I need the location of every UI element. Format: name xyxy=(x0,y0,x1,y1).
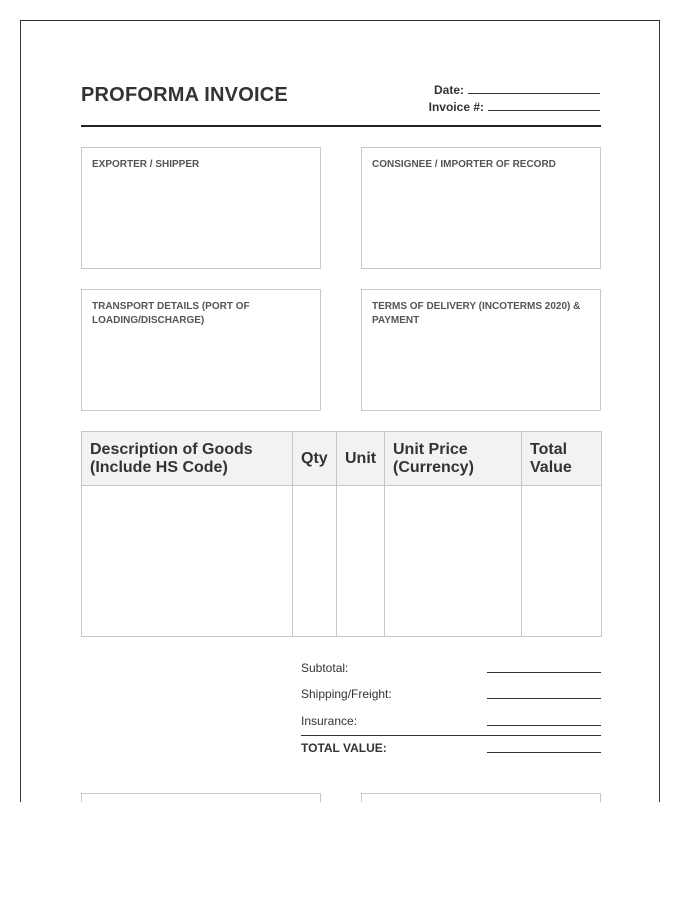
total-value-label: TOTAL VALUE: xyxy=(301,741,387,755)
date-field xyxy=(360,82,600,97)
table-row xyxy=(82,486,602,637)
subtotal-blank-line[interactable] xyxy=(487,672,601,673)
qty-header: Qty xyxy=(293,432,337,486)
transport-label: TRANSPORT DETAILS (PORT OF LOADING/DISCHARGE) xyxy=(92,301,250,326)
invoice-number-label: Invoice #: xyxy=(428,100,484,114)
qty-cell[interactable] xyxy=(293,486,337,637)
consignee-label: CONSIGNEE / IMPORTER OF RECORD xyxy=(372,159,556,170)
document-title: PROFORMA INVOICE xyxy=(81,84,288,106)
transport-box[interactable] xyxy=(81,289,321,411)
shipping-label: Shipping/Freight: xyxy=(301,687,392,701)
terms-box[interactable] xyxy=(361,289,601,411)
exporter-label: EXPORTER / SHIPPER xyxy=(92,159,200,170)
date-blank-line[interactable] xyxy=(468,82,600,94)
insurance-label: Insurance: xyxy=(301,714,358,728)
date-label: Date: xyxy=(433,83,464,97)
goods-table-header-row xyxy=(82,432,602,486)
invoice-page xyxy=(20,20,660,802)
header-divider xyxy=(81,125,601,127)
invoice-number-blank-line[interactable] xyxy=(488,99,600,111)
total-value-header: Total Value xyxy=(522,432,602,486)
unit-price-header: Unit Price (Currency) xyxy=(385,432,522,486)
signature-box-right[interactable] xyxy=(361,793,601,802)
shipping-blank-line[interactable] xyxy=(487,698,601,699)
total-divider xyxy=(301,735,601,736)
signature-box-left[interactable] xyxy=(81,793,321,802)
unit-cell[interactable] xyxy=(337,486,385,637)
consignee-box[interactable] xyxy=(361,147,601,269)
subtotal-label: Subtotal: xyxy=(301,661,349,675)
terms-label: TERMS OF DELIVERY (INCOTERMS 2020) & PAYMENT xyxy=(372,301,581,326)
unit-header: Unit xyxy=(337,432,385,486)
total-value-cell[interactable] xyxy=(522,486,602,637)
description-header: Description of Goods (Include HS Code) xyxy=(82,432,293,486)
invoice-number-field xyxy=(360,99,600,114)
insurance-blank-line[interactable] xyxy=(487,725,601,726)
description-cell[interactable] xyxy=(82,486,293,637)
unit-price-cell[interactable] xyxy=(385,486,522,637)
goods-table xyxy=(81,431,602,637)
exporter-box[interactable] xyxy=(81,147,321,269)
total-value-blank-line[interactable] xyxy=(487,752,601,753)
